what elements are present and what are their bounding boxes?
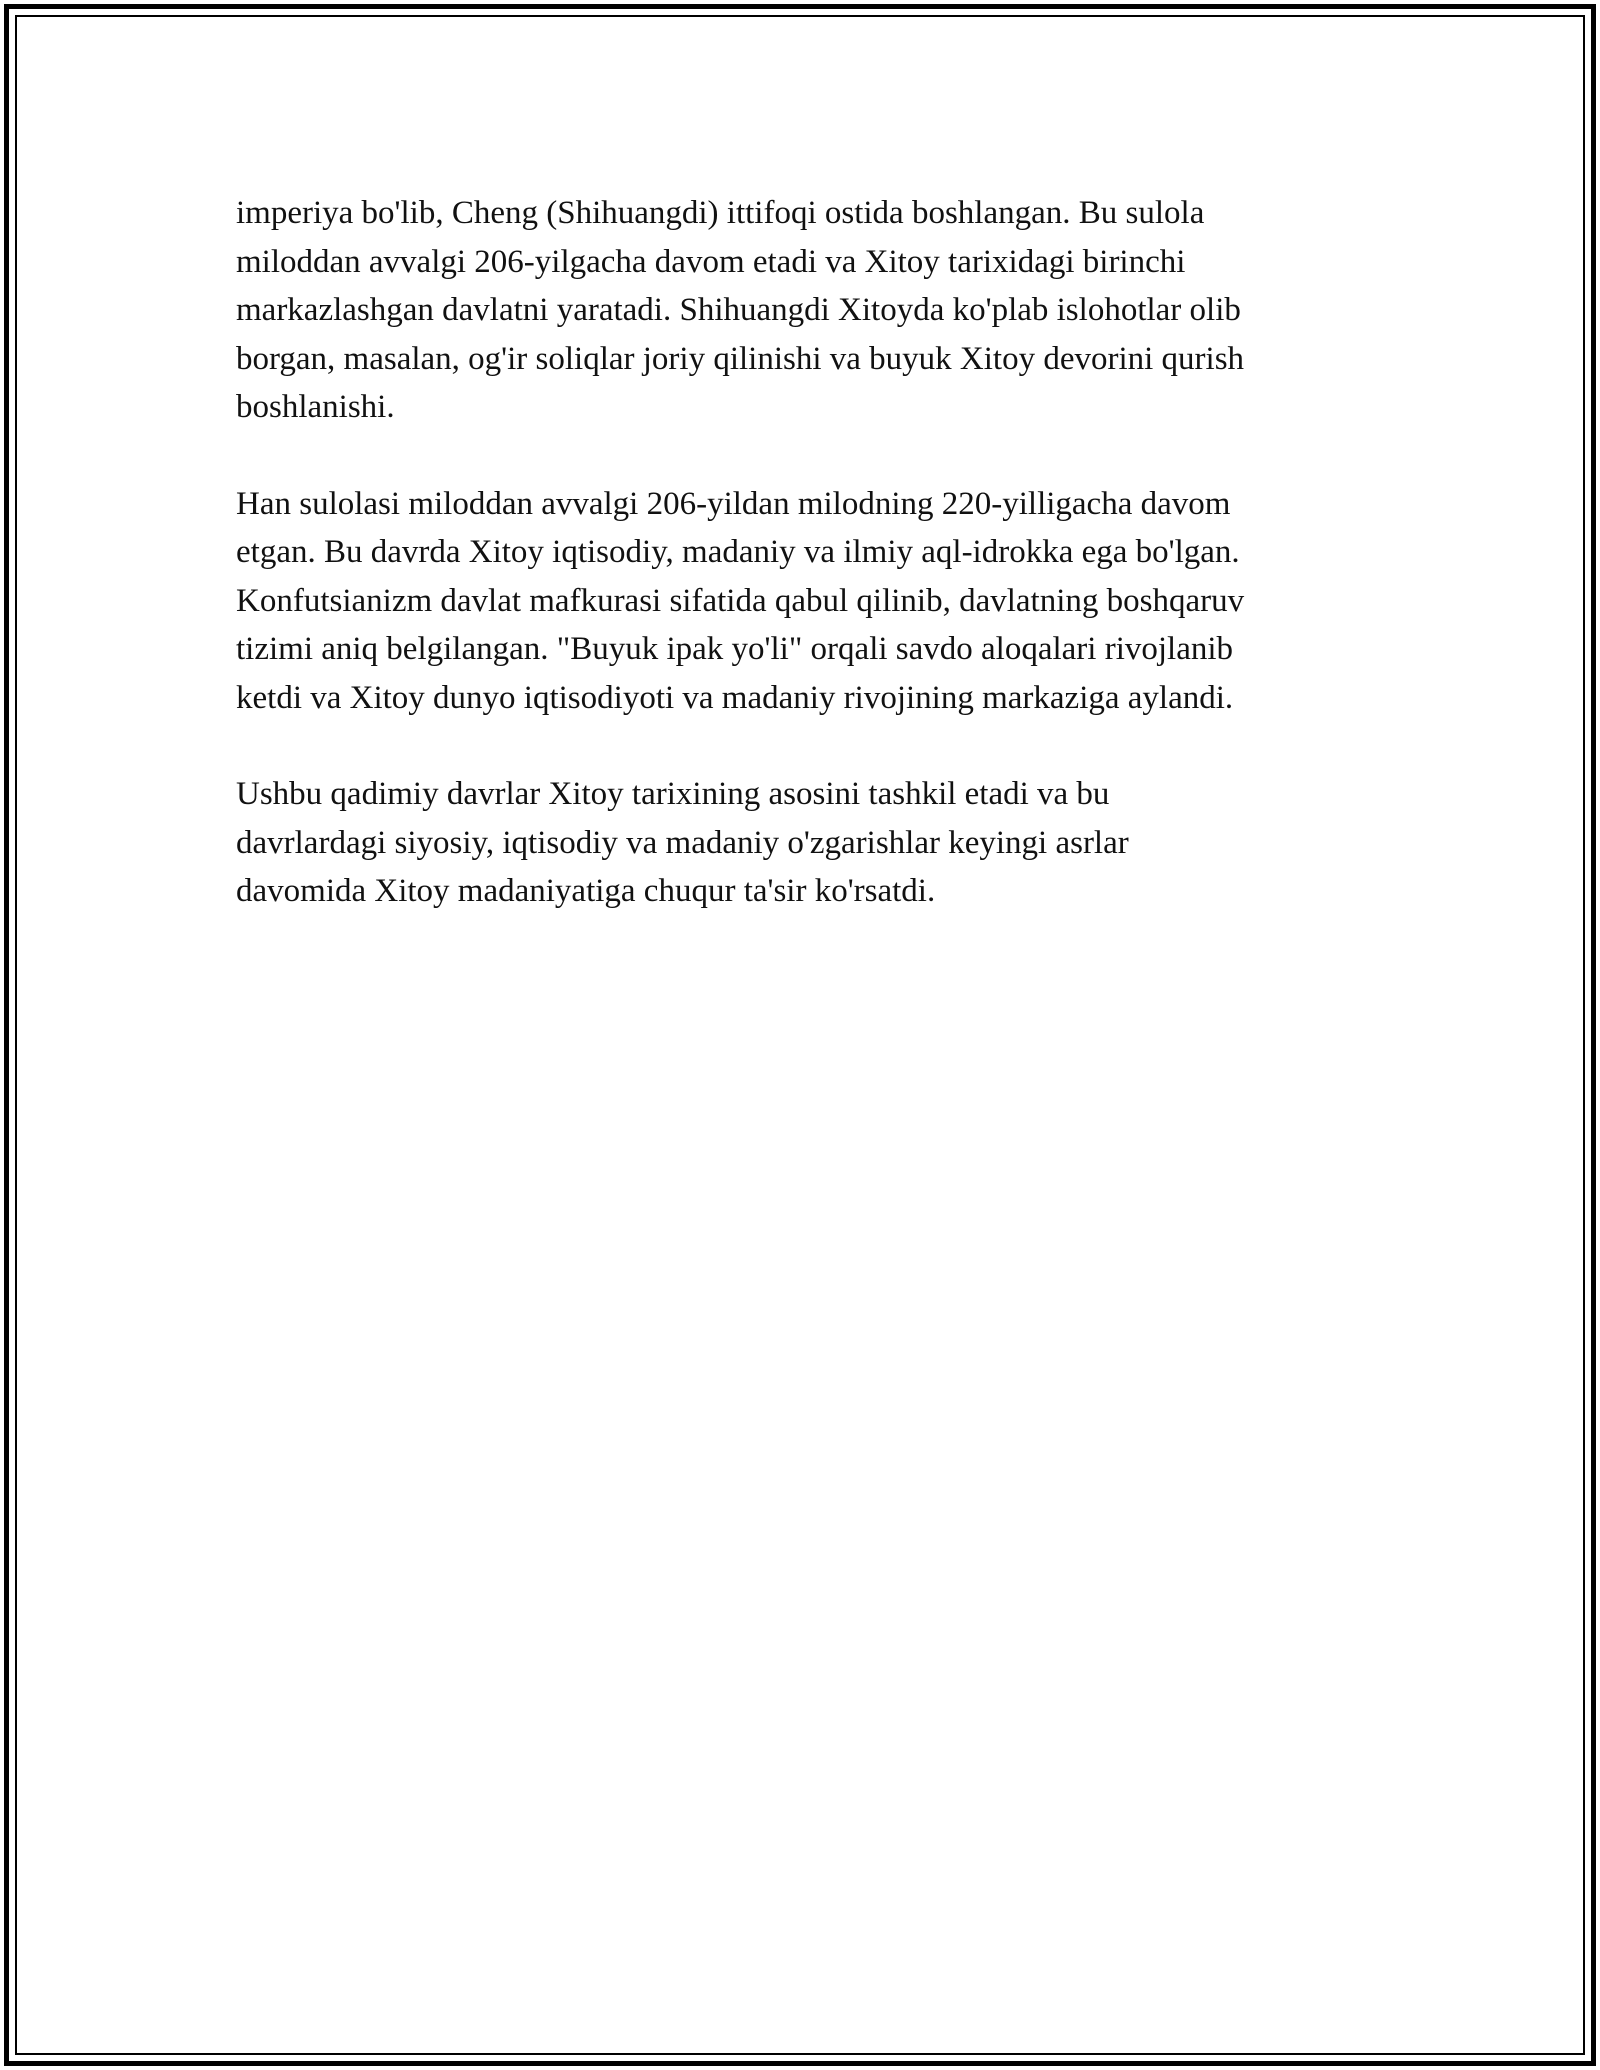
- paragraph-qin-dynasty: imperiya bo'lib, Cheng (Shihuangdi) ittifoqi ostida boshlangan. Bu sulola miloddan avvalgi 206-yilgacha davom etadi va Xitoy tarixidagi birinchi markazlashgan davlatni yaratadi. Shihuangdi Xitoyda ko'plab islohotlar olib borgan, masalan, og'ir soliqlar joriy qilinishi va buyuk Xitoy devorini qurish boshlanishi.: [236, 195, 1245, 425]
- paragraph-conclusion: Ushbu qadimiy davrlar Xitoy tarixining asosini tashkil etadi va bu davrlardagi siyosiy, iqtisodiy va madaniy o'zgarishlar keyingi asrlar davomida Xitoy madaniyatiga chuqur ta'sir ko'rsatdi.: [236, 776, 1129, 909]
- document-body: [236, 189, 1376, 964]
- paragraph-han-dynasty: Han sulolasi miloddan avvalgi 206-yildan milodning 220-yilligacha davom etgan. Bu davrda Xitoy iqtisodiy, madaniy va ilmiy aql-idrokka ega bo'lgan. Konfutsianizm davlat mafkurasi sifatida qabul qilinib, davlatning boshqaruv tizimi aniq belgilangan. "Buyuk ipak yo'li" orqali savdo aloqalari rivojlanib ketdi va Xitoy dunyo iqtisodiyoti va madaniy rivojining markaziga aylandi.: [236, 485, 1245, 716]
